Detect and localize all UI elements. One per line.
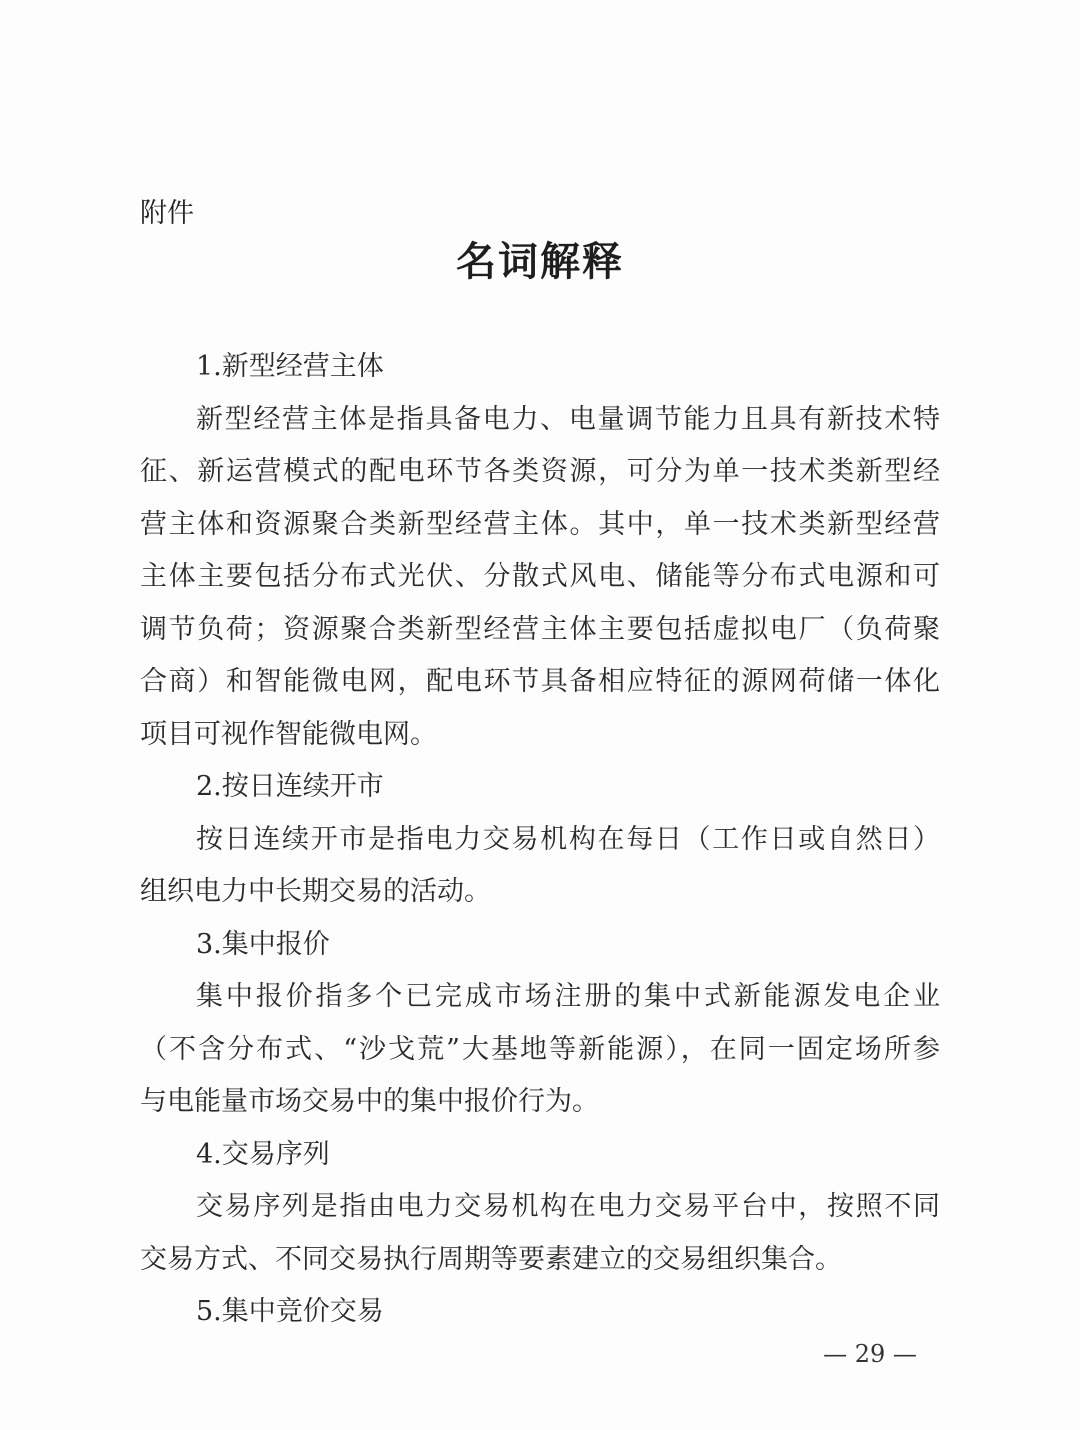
section-3: [140, 919, 940, 1129]
paragraph-line: 交易方式、不同交易执行周期等要素建立的交易组织集合。: [140, 1243, 842, 1275]
section-heading: 2.按日连续开市: [196, 771, 384, 802]
paragraph-line: 交易序列是指由电力交易机构在电力交易平台中，按照不同: [196, 1191, 940, 1222]
section-2: [140, 761, 940, 919]
document-body: [140, 341, 940, 1339]
section-heading: 3.集中报价: [196, 928, 330, 960]
section-heading: 4.交易序列: [196, 1138, 330, 1170]
paragraph-line: 主体主要包括分布式光伏、分散式风电、储能等分布式电源和可: [140, 561, 940, 592]
paragraph-line: 集中报价指多个已完成市场注册的集中式新能源发电企业: [196, 981, 940, 1012]
section-heading: 1.新型经营主体: [196, 351, 384, 382]
paragraph-line: 新型经营主体是指具备电力、电量调节能力且具有新技术特: [196, 403, 940, 435]
section-5: [140, 1286, 940, 1339]
paragraph-line: 调节负荷；资源聚合类新型经营主体主要包括虚拟电厂（负荷聚: [140, 613, 940, 645]
paragraph-line: 合商）和智能微电网，配电环节具备相应特征的源网荷储一体化: [140, 666, 940, 697]
page-title: 名词解释: [456, 238, 624, 285]
paragraph-line: 征、新运营模式的配电环节各类资源，可分为单一技术类新型经: [140, 456, 940, 487]
attachment-label: 附件: [140, 198, 194, 229]
section-4: [140, 1129, 940, 1287]
paragraph-line: （不含分布式、“沙戈荒”大基地等新能源），在同一固定场所参: [140, 1033, 940, 1065]
paragraph-line: 项目可视作智能微电网。: [140, 718, 437, 750]
paragraph-line: 营主体和资源聚合类新型经营主体。其中，单一技术类新型经营: [140, 508, 940, 540]
page-number: — 29 —: [823, 1340, 917, 1368]
section-heading: 5.集中竞价交易: [196, 1296, 384, 1327]
paragraph-line: 组织电力中长期交易的活动。: [140, 876, 491, 907]
paragraph-line: 与电能量市场交易中的集中报价行为。: [140, 1086, 599, 1117]
section-1: [140, 341, 940, 761]
paragraph-line: 按日连续开市是指电力交易机构在每日（工作日或自然日）: [196, 823, 940, 855]
